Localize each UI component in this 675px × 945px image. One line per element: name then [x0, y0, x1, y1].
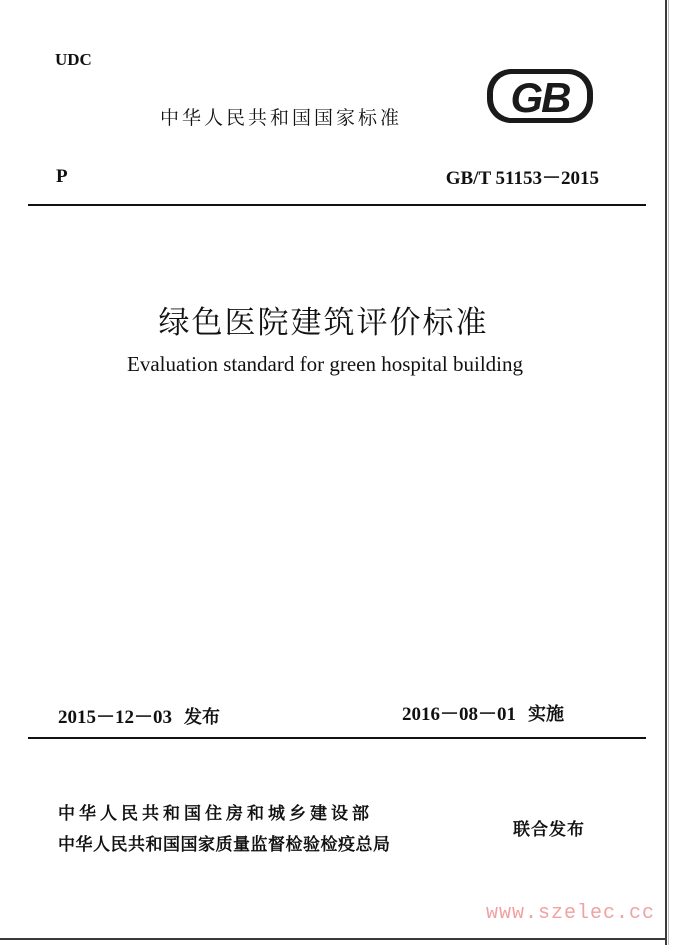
udc-label: UDC — [55, 50, 92, 69]
title-chinese: 绿色医院建筑评价标准 — [158, 305, 489, 341]
top-divider — [28, 204, 646, 206]
authority-ministry-housing: 中华人民共和国住房和城乡建设部 — [58, 804, 373, 824]
page-border-bottom — [0, 938, 667, 940]
standard-number: GB/T 51153－2015 — [445, 168, 599, 189]
implementation-date: 2016－08－01 — [402, 704, 517, 725]
issue-line — [58, 702, 220, 729]
joint-issue-label: 联合发布 — [513, 820, 585, 840]
implementation-word: 实施 — [528, 704, 565, 725]
issue-word: 发布 — [184, 707, 221, 728]
title-english: Evaluation standard for green hospital building — [127, 352, 523, 376]
implementation-line — [402, 699, 564, 726]
category-code: P — [56, 166, 68, 187]
national-standard-label: 中华人民共和国国家标准 — [160, 107, 403, 129]
gb-logo — [484, 66, 596, 126]
authority-aqsiq: 中华人民共和国国家质量监督检验检疫总局 — [58, 835, 391, 855]
watermark: www.szelec.cc — [485, 902, 655, 925]
page-border-right-shadow — [668, 0, 669, 945]
issue-date: 2015－12－03 — [58, 707, 173, 728]
svg-text:GB: GB — [510, 74, 570, 121]
bottom-divider — [28, 737, 646, 739]
page-border-right — [665, 0, 667, 945]
